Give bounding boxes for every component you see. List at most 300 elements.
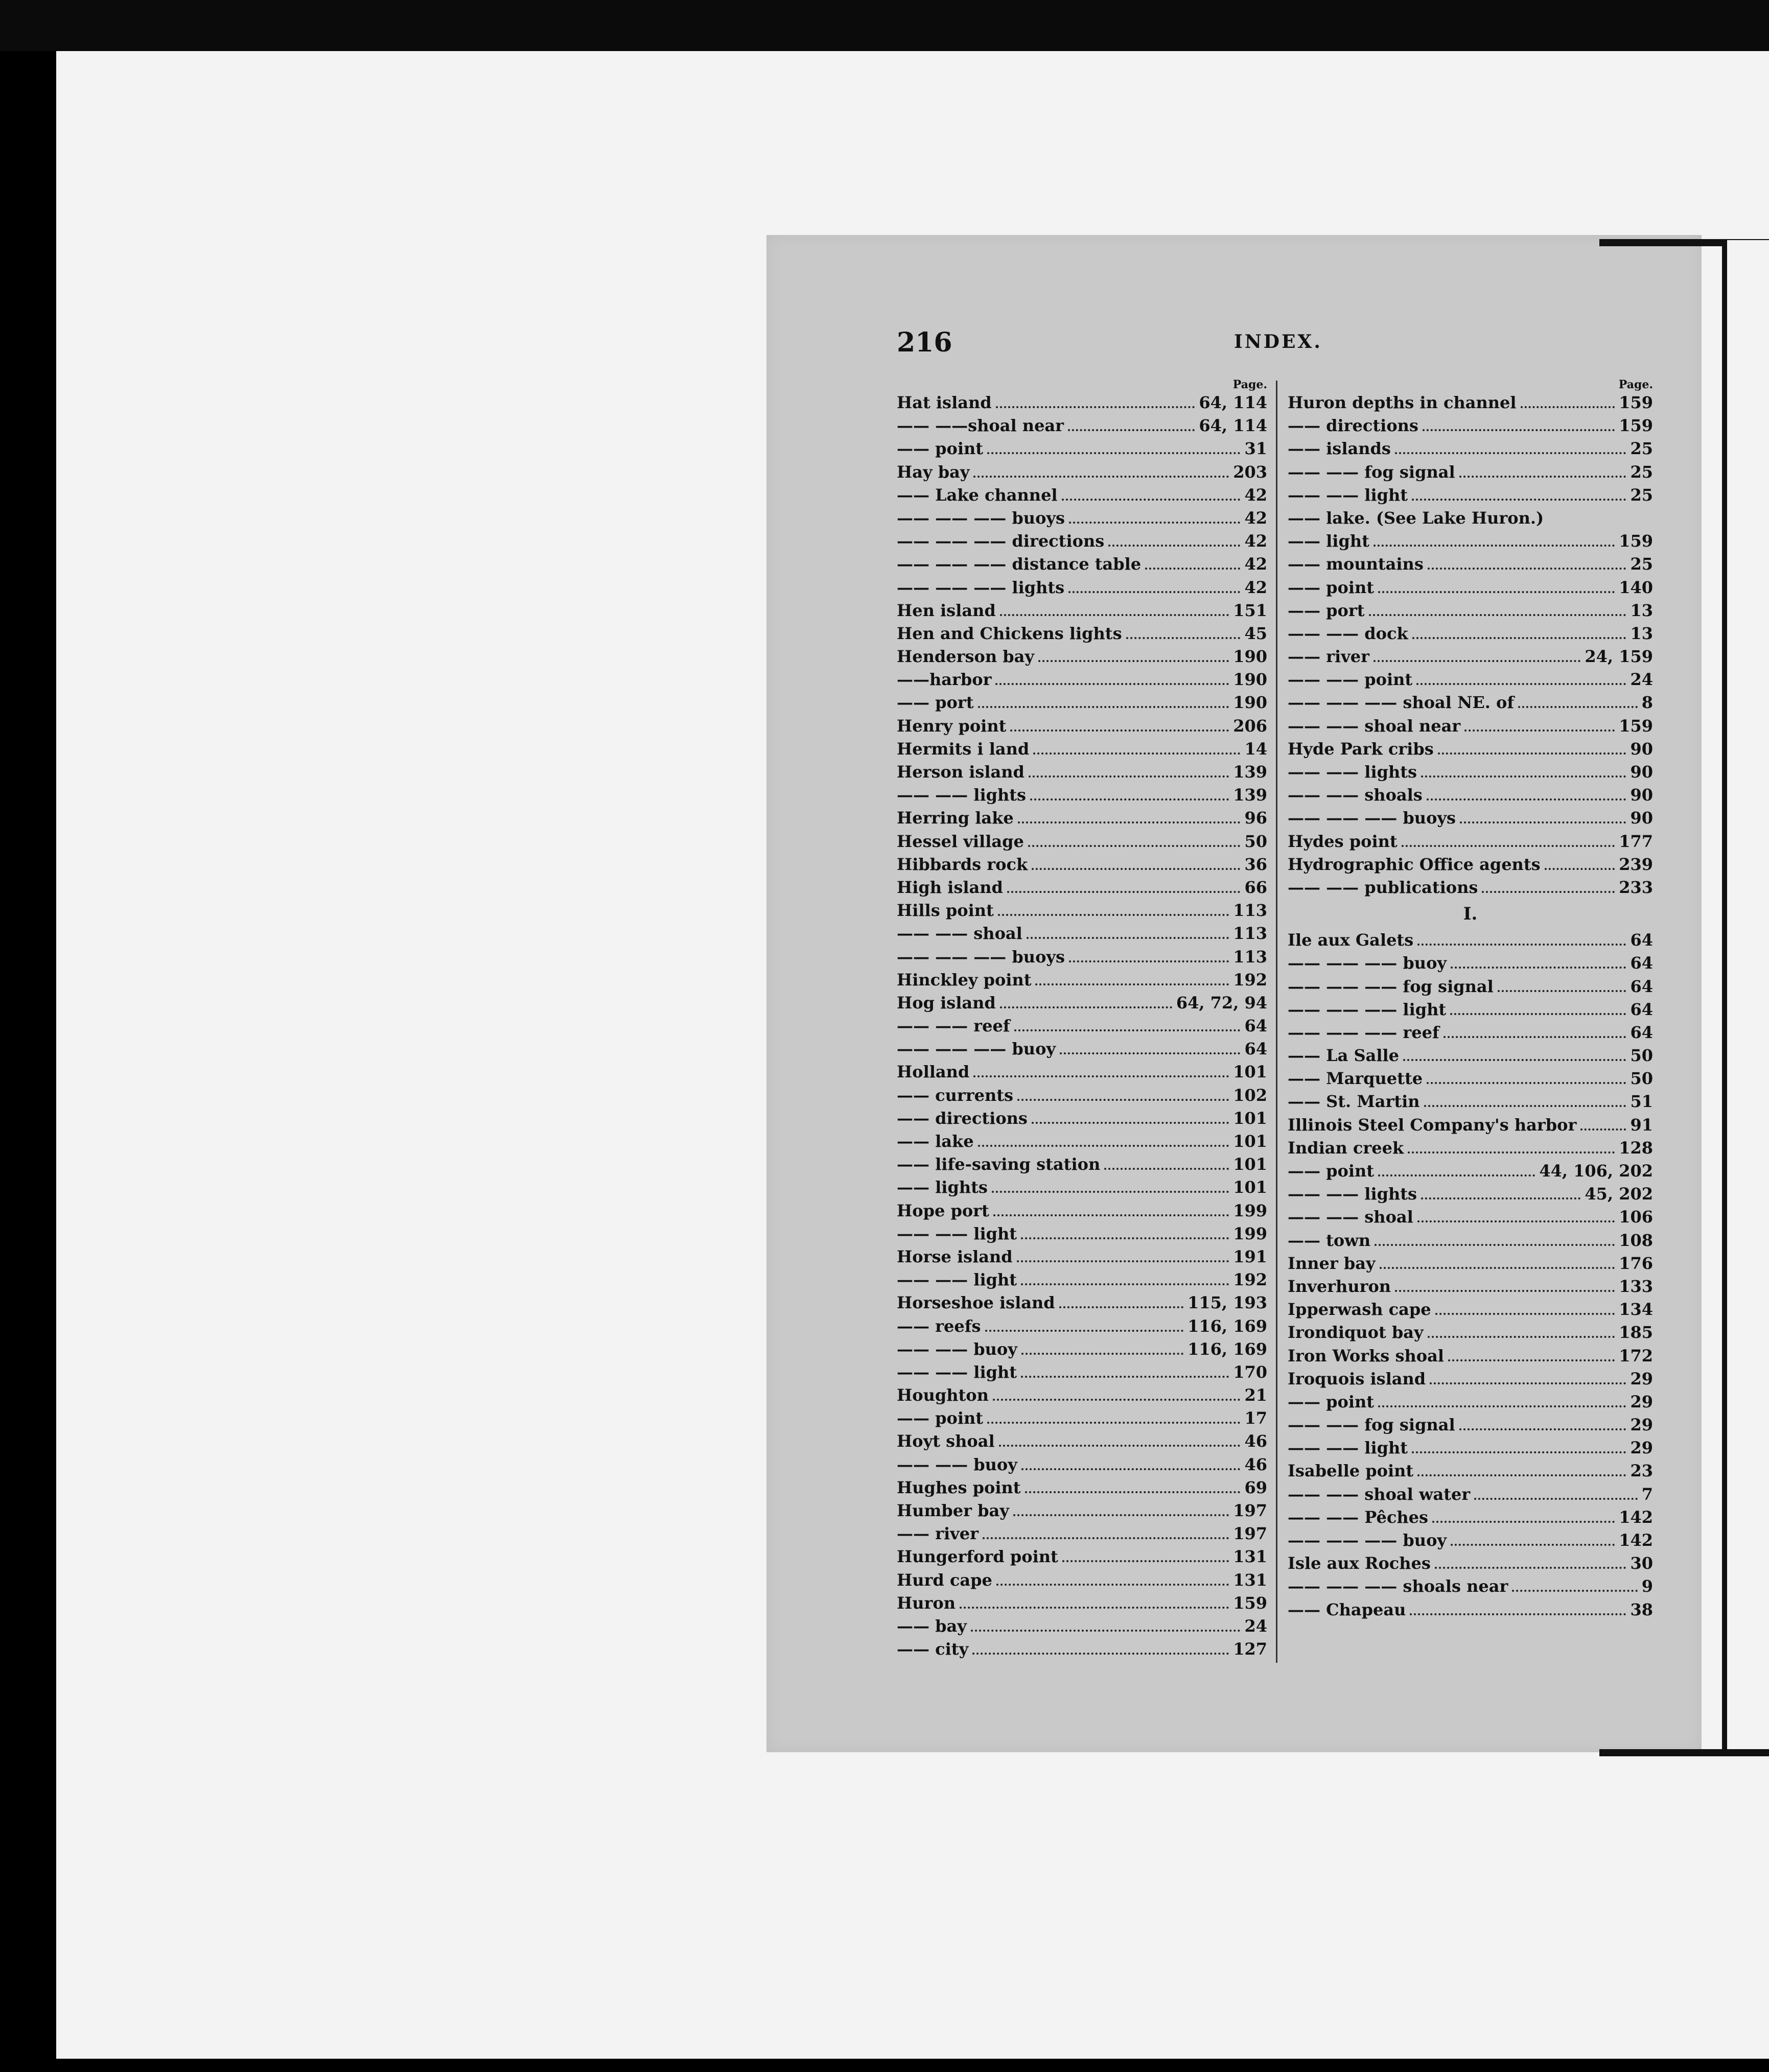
index-entry bbox=[897, 1199, 1267, 1222]
index-page-ref: 25 bbox=[1630, 554, 1653, 574]
index-page-ref: 64 bbox=[1244, 1039, 1267, 1059]
index-entry bbox=[1288, 1575, 1653, 1598]
index-entry bbox=[1288, 1345, 1653, 1368]
index-term: —— directions bbox=[897, 1108, 1028, 1128]
dot-leader bbox=[1378, 591, 1615, 593]
index-entry bbox=[897, 414, 1267, 437]
index-page-ref: 42 bbox=[1244, 485, 1267, 505]
index-page-ref: 108 bbox=[1619, 1230, 1653, 1250]
index-term: Humber bay bbox=[897, 1501, 1009, 1520]
index-term: —— currents bbox=[897, 1085, 1014, 1105]
index-page-ref: 139 bbox=[1233, 785, 1267, 805]
index-page-ref: 42 bbox=[1244, 508, 1267, 528]
index-page-ref: 45 bbox=[1244, 623, 1267, 643]
index-entry bbox=[1288, 1506, 1653, 1529]
dot-leader bbox=[1417, 1220, 1615, 1222]
index-entry bbox=[1288, 668, 1653, 691]
dot-leader bbox=[1459, 476, 1626, 478]
index-page-ref: 90 bbox=[1630, 739, 1653, 759]
index-entry bbox=[1288, 1090, 1653, 1113]
index-term: —— city bbox=[897, 1639, 969, 1659]
index-page-ref: 140 bbox=[1619, 577, 1653, 597]
index-entry bbox=[897, 1569, 1267, 1592]
index-page-ref: 50 bbox=[1630, 1069, 1653, 1089]
dot-leader bbox=[1060, 1052, 1240, 1054]
index-term: —— river bbox=[1288, 647, 1369, 667]
index-page-ref: 101 bbox=[1233, 1178, 1267, 1197]
dot-leader bbox=[1402, 845, 1615, 847]
index-page-ref: 106 bbox=[1619, 1207, 1653, 1227]
dot-leader bbox=[1430, 1382, 1626, 1384]
dot-leader bbox=[1378, 1174, 1535, 1176]
dot-leader bbox=[1421, 775, 1626, 778]
index-term: Illinois Steel Company's harbor bbox=[1288, 1115, 1577, 1135]
index-term: —— —— —— buoy bbox=[1288, 1531, 1447, 1550]
index-entry bbox=[1288, 691, 1653, 714]
index-term: Hills point bbox=[897, 901, 994, 921]
index-term: —— —— shoal bbox=[1288, 1207, 1413, 1227]
index-entry bbox=[897, 1499, 1267, 1522]
index-term: —— Marquette bbox=[1288, 1069, 1423, 1089]
index-term: High island bbox=[897, 877, 1003, 897]
index-term: —— islands bbox=[1288, 439, 1391, 459]
index-term: —— —— fog signal bbox=[1288, 462, 1455, 482]
index-entry bbox=[897, 830, 1267, 853]
facing-page-edge bbox=[1722, 240, 1769, 1752]
dot-leader bbox=[1432, 1521, 1615, 1523]
index-page-ref: 142 bbox=[1619, 1531, 1653, 1550]
index-entry bbox=[897, 1268, 1267, 1291]
index-term: —— —— publications bbox=[1288, 877, 1478, 897]
index-term: Isle aux Roches bbox=[1288, 1553, 1431, 1573]
index-entry bbox=[1288, 1368, 1653, 1391]
index-page-ref: 23 bbox=[1630, 1461, 1653, 1481]
dot-leader bbox=[995, 683, 1229, 685]
dot-leader bbox=[1435, 1567, 1626, 1569]
dot-leader bbox=[1000, 1006, 1172, 1008]
dot-leader bbox=[987, 452, 1240, 454]
index-entry bbox=[1288, 876, 1653, 899]
dot-leader bbox=[1427, 1082, 1626, 1084]
index-entry bbox=[1288, 1391, 1653, 1414]
index-page-ref: 64 bbox=[1630, 953, 1653, 973]
index-page-ref: 50 bbox=[1244, 831, 1267, 851]
dot-leader bbox=[1474, 1498, 1638, 1500]
index-entry bbox=[1288, 1437, 1653, 1459]
index-page-ref: 185 bbox=[1619, 1323, 1653, 1343]
dot-leader bbox=[1423, 429, 1615, 431]
index-list-right-h bbox=[1288, 391, 1653, 899]
dot-leader bbox=[1380, 1267, 1615, 1269]
dot-leader bbox=[1448, 1359, 1615, 1361]
index-term: Hen and Chickens lights bbox=[897, 623, 1122, 643]
index-entry bbox=[897, 922, 1267, 945]
dot-leader bbox=[1444, 1036, 1626, 1038]
index-page-ref: 102 bbox=[1233, 1085, 1267, 1105]
dot-leader bbox=[1412, 1451, 1626, 1453]
index-page-ref: 90 bbox=[1630, 785, 1653, 805]
dot-leader bbox=[1010, 729, 1229, 732]
index-page-ref: 64, 114 bbox=[1199, 416, 1267, 436]
index-page-ref: 46 bbox=[1244, 1431, 1267, 1451]
index-page-ref: 159 bbox=[1619, 716, 1653, 736]
section-letter: I. bbox=[1463, 904, 1478, 925]
dot-leader bbox=[1021, 1376, 1229, 1378]
index-entry bbox=[897, 1638, 1267, 1661]
index-term: —— —— light bbox=[897, 1362, 1017, 1382]
page-column-label: Page. bbox=[1232, 378, 1267, 391]
dot-leader bbox=[978, 706, 1229, 708]
index-term: Hurd cape bbox=[897, 1570, 992, 1590]
dot-leader bbox=[1482, 891, 1615, 893]
index-term: —— reefs bbox=[897, 1316, 981, 1336]
index-page-ref: 113 bbox=[1233, 924, 1267, 944]
index-entry bbox=[897, 1176, 1267, 1199]
index-page-ref: 25 bbox=[1630, 485, 1653, 505]
index-entry bbox=[1288, 1459, 1653, 1482]
dot-leader bbox=[972, 1653, 1229, 1655]
index-term: —— —— lights bbox=[897, 785, 1027, 805]
dot-leader bbox=[1512, 1590, 1637, 1592]
index-term: —— town bbox=[1288, 1230, 1371, 1250]
index-term: —— —— —— shoal NE. of bbox=[1288, 693, 1515, 713]
dot-leader bbox=[1450, 1013, 1626, 1015]
index-entry bbox=[897, 437, 1267, 460]
dot-leader bbox=[1451, 967, 1626, 969]
index-page-ref: 139 bbox=[1233, 762, 1267, 782]
dot-leader bbox=[1518, 706, 1638, 708]
index-entry bbox=[1288, 1067, 1653, 1090]
index-page-ref: 113 bbox=[1233, 901, 1267, 921]
index-entry bbox=[1288, 853, 1653, 876]
index-term: —— —— reef bbox=[897, 1016, 1010, 1036]
dot-leader bbox=[1521, 406, 1615, 408]
index-entry bbox=[1288, 507, 1653, 530]
index-entry bbox=[1288, 1298, 1653, 1321]
index-entry bbox=[897, 691, 1267, 714]
index-term: —— —— light bbox=[1288, 1438, 1408, 1458]
index-term: Hoyt shoal bbox=[897, 1431, 995, 1451]
index-term: Herring lake bbox=[897, 808, 1014, 828]
index-entry bbox=[1288, 1114, 1653, 1137]
index-entry bbox=[897, 784, 1267, 807]
index-entry bbox=[897, 1222, 1267, 1245]
dot-leader bbox=[1428, 568, 1626, 570]
index-entry bbox=[897, 1038, 1267, 1061]
dot-leader bbox=[1000, 614, 1229, 616]
index-term: —— port bbox=[1288, 600, 1365, 620]
index-term: Henderson bay bbox=[897, 647, 1034, 667]
dot-leader bbox=[1410, 1613, 1626, 1615]
index-term: Inner bay bbox=[1288, 1253, 1376, 1273]
index-page-ref: 31 bbox=[1244, 439, 1267, 459]
index-term: —— —— point bbox=[1288, 670, 1413, 690]
index-page-ref: 64, 72, 94 bbox=[1176, 993, 1267, 1013]
index-entry bbox=[897, 969, 1267, 992]
index-term: —— lake. (See Lake Huron.) bbox=[1288, 508, 1544, 528]
index-entry bbox=[1288, 414, 1653, 437]
dot-leader bbox=[960, 1607, 1229, 1609]
index-entry bbox=[1288, 645, 1653, 668]
index-entry bbox=[897, 1384, 1267, 1407]
page-number: 216 bbox=[897, 327, 952, 358]
index-term: —— point bbox=[897, 439, 984, 459]
index-entry bbox=[1288, 622, 1653, 645]
index-page-ref: 177 bbox=[1619, 831, 1653, 851]
index-page-ref: 29 bbox=[1630, 1438, 1653, 1458]
index-page-ref: 64 bbox=[1244, 1016, 1267, 1036]
index-page-ref: 176 bbox=[1619, 1253, 1653, 1273]
index-entry bbox=[897, 715, 1267, 738]
dot-leader bbox=[1032, 1122, 1229, 1124]
index-page-ref: 17 bbox=[1244, 1408, 1267, 1428]
dot-leader bbox=[1375, 1244, 1615, 1246]
index-entry bbox=[897, 530, 1267, 553]
index-page-ref: 199 bbox=[1233, 1223, 1267, 1243]
dot-leader bbox=[1378, 1405, 1626, 1407]
dot-leader bbox=[1464, 729, 1615, 732]
index-page-ref: 29 bbox=[1630, 1369, 1653, 1388]
index-entry bbox=[1288, 1252, 1653, 1275]
index-term: Isabelle point bbox=[1288, 1461, 1414, 1481]
index-entry bbox=[897, 1107, 1267, 1130]
dot-leader bbox=[1033, 752, 1240, 755]
index-entry bbox=[897, 807, 1267, 830]
dot-leader bbox=[1369, 614, 1626, 616]
index-term: —— —— shoal bbox=[897, 924, 1022, 944]
dot-leader bbox=[1013, 1514, 1229, 1516]
index-term: —— —— —— buoys bbox=[897, 508, 1065, 528]
index-term: —— mountains bbox=[1288, 554, 1424, 574]
dot-leader bbox=[983, 1537, 1229, 1539]
index-entry bbox=[897, 461, 1267, 484]
index-term: —— Lake channel bbox=[897, 485, 1058, 505]
index-entry bbox=[1288, 391, 1653, 414]
index-page-ref: 42 bbox=[1244, 554, 1267, 574]
index-page-ref: 239 bbox=[1619, 854, 1653, 874]
index-entry bbox=[897, 992, 1267, 1015]
index-term: —— —— —— shoals near bbox=[1288, 1576, 1508, 1596]
index-term: Inverhuron bbox=[1288, 1276, 1391, 1296]
index-term: —— —— —— buoy bbox=[1288, 953, 1447, 973]
index-page-ref: 142 bbox=[1619, 1507, 1653, 1527]
index-term: —— —— —— reef bbox=[1288, 1022, 1439, 1042]
index-page-ref: 13 bbox=[1630, 623, 1653, 643]
index-term: ——harbor bbox=[897, 670, 992, 690]
index-term: Iroquois island bbox=[1288, 1369, 1426, 1388]
index-entry bbox=[1288, 1137, 1653, 1160]
index-page-ref: 116, 169 bbox=[1188, 1339, 1267, 1359]
index-entry bbox=[1288, 1229, 1653, 1252]
index-page-ref: 128 bbox=[1619, 1138, 1653, 1158]
index-entry bbox=[897, 1245, 1267, 1268]
page-column-label: Page. bbox=[1618, 378, 1653, 391]
index-entry bbox=[1288, 998, 1653, 1021]
dot-leader bbox=[1021, 1468, 1241, 1470]
index-term: Hyde Park cribs bbox=[1288, 739, 1434, 759]
index-term: Ile aux Galets bbox=[1288, 930, 1414, 950]
index-page-ref: 42 bbox=[1244, 577, 1267, 597]
index-entry bbox=[1288, 484, 1653, 507]
dot-leader bbox=[1416, 683, 1626, 685]
dot-leader bbox=[1007, 891, 1241, 893]
index-term: —— —— buoy bbox=[897, 1339, 1017, 1359]
index-term: —— point bbox=[1288, 577, 1375, 597]
dot-leader bbox=[1374, 545, 1615, 547]
index-entry bbox=[897, 484, 1267, 507]
dot-leader bbox=[1403, 1059, 1626, 1061]
dot-leader bbox=[985, 1330, 1184, 1332]
index-term: Hay bay bbox=[897, 462, 970, 482]
index-page-ref: 38 bbox=[1630, 1599, 1653, 1619]
index-term: —— —— dock bbox=[1288, 623, 1408, 643]
index-page-ref: 127 bbox=[1233, 1639, 1267, 1659]
index-term: Iron Works shoal bbox=[1288, 1346, 1444, 1365]
index-page-ref: 206 bbox=[1233, 716, 1267, 736]
index-term: —— —— lights bbox=[1288, 1184, 1417, 1204]
index-term: —— lights bbox=[897, 1178, 988, 1197]
index-term: —— —— —— directions bbox=[897, 531, 1105, 551]
index-entry bbox=[897, 1430, 1267, 1453]
index-page-ref: 192 bbox=[1233, 1270, 1267, 1290]
index-page-ref: 50 bbox=[1630, 1046, 1653, 1066]
index-term: —— —— light bbox=[897, 1270, 1017, 1290]
index-entry bbox=[1288, 975, 1653, 998]
index-entry bbox=[1288, 1044, 1653, 1067]
dot-leader bbox=[1029, 775, 1229, 778]
index-term: —— directions bbox=[1288, 416, 1418, 436]
index-page-ref: 25 bbox=[1630, 462, 1653, 482]
index-term: —— —— shoals bbox=[1288, 785, 1423, 805]
dot-leader bbox=[1395, 1290, 1615, 1292]
index-term: Hen island bbox=[897, 600, 996, 620]
index-term: —— point bbox=[1288, 1392, 1375, 1411]
index-term: Hinckley point bbox=[897, 970, 1032, 990]
index-entry bbox=[897, 1338, 1267, 1361]
index-entry bbox=[897, 946, 1267, 969]
index-page-ref: 8 bbox=[1641, 693, 1653, 713]
index-page-ref: 134 bbox=[1619, 1300, 1653, 1320]
index-page-ref: 24, 159 bbox=[1585, 647, 1653, 667]
index-entry bbox=[897, 899, 1267, 922]
index-page-ref: 14 bbox=[1244, 739, 1267, 759]
dot-leader bbox=[1428, 1336, 1615, 1338]
index-term: —— —— —— distance table bbox=[897, 554, 1142, 574]
dot-leader bbox=[996, 1584, 1229, 1586]
index-term: —— lake bbox=[897, 1132, 974, 1151]
index-entry bbox=[1288, 1483, 1653, 1506]
index-page-ref: 203 bbox=[1233, 462, 1267, 482]
dot-leader bbox=[1069, 522, 1240, 524]
index-entry bbox=[897, 876, 1267, 899]
index-page-ref: 101 bbox=[1233, 1062, 1267, 1082]
index-term: —— —— light bbox=[1288, 485, 1408, 505]
dot-leader bbox=[973, 1075, 1229, 1077]
index-entry bbox=[897, 1361, 1267, 1384]
index-entry bbox=[1288, 738, 1653, 761]
index-page-ref: 131 bbox=[1233, 1547, 1267, 1567]
index-term: Hat island bbox=[897, 393, 992, 412]
index-page-ref: 69 bbox=[1244, 1477, 1267, 1497]
dot-leader bbox=[1451, 1544, 1615, 1546]
index-term: —— life-saving station bbox=[897, 1155, 1101, 1174]
index-page-ref: 190 bbox=[1233, 647, 1267, 667]
index-term: Huron bbox=[897, 1593, 956, 1613]
dot-leader bbox=[1145, 568, 1240, 570]
index-term: —— river bbox=[897, 1524, 979, 1544]
index-entry bbox=[1288, 1414, 1653, 1437]
index-term: —— light bbox=[1288, 531, 1369, 551]
dot-leader bbox=[1017, 1099, 1229, 1101]
index-entry bbox=[1288, 952, 1653, 975]
page-title: INDEX. bbox=[1234, 331, 1322, 352]
index-entry bbox=[897, 1615, 1267, 1638]
facing-page-bottom-rule bbox=[1599, 1749, 1769, 1756]
index-page-ref: 172 bbox=[1619, 1346, 1653, 1365]
index-term: —— —— —— fog signal bbox=[1288, 976, 1494, 996]
index-term: —— —— fog signal bbox=[1288, 1415, 1455, 1435]
index-page-ref: 115, 193 bbox=[1188, 1293, 1267, 1313]
dot-leader bbox=[1068, 429, 1195, 431]
dot-leader bbox=[1108, 545, 1240, 547]
index-entry bbox=[1288, 1321, 1653, 1344]
dot-leader bbox=[1017, 1260, 1229, 1262]
index-page-ref: 46 bbox=[1244, 1454, 1267, 1474]
index-entry bbox=[1288, 1275, 1653, 1298]
index-page-ref: 9 bbox=[1641, 1576, 1653, 1596]
index-term: —— —— shoal water bbox=[1288, 1484, 1471, 1504]
index-entry bbox=[1288, 1552, 1653, 1575]
index-entry bbox=[897, 1522, 1267, 1545]
index-entry bbox=[897, 1453, 1267, 1476]
index-term: Houghton bbox=[897, 1385, 989, 1405]
index-page-ref: 44, 106, 202 bbox=[1539, 1161, 1653, 1181]
index-page-ref: 29 bbox=[1630, 1392, 1653, 1411]
index-term: —— —— —— buoys bbox=[1288, 808, 1456, 828]
index-entry bbox=[897, 1315, 1267, 1338]
index-page-ref: 91 bbox=[1630, 1115, 1653, 1135]
dot-leader bbox=[1417, 1474, 1626, 1476]
index-page-ref: 197 bbox=[1233, 1524, 1267, 1544]
dot-leader bbox=[1545, 868, 1615, 870]
index-term: Hog island bbox=[897, 993, 996, 1013]
index-term: Herson island bbox=[897, 762, 1025, 782]
dot-leader bbox=[998, 914, 1229, 916]
index-page-ref: 151 bbox=[1233, 600, 1267, 620]
index-term: —— ——shoal near bbox=[897, 416, 1064, 436]
index-page-ref: 192 bbox=[1233, 970, 1267, 990]
dot-leader bbox=[1021, 1283, 1229, 1285]
index-page-ref: 64 bbox=[1630, 999, 1653, 1019]
dot-leader bbox=[1421, 1197, 1580, 1199]
dot-leader bbox=[1027, 937, 1229, 939]
dot-leader bbox=[999, 1445, 1241, 1447]
index-term: —— Chapeau bbox=[1288, 1599, 1406, 1619]
index-page-ref: 116, 169 bbox=[1188, 1316, 1267, 1336]
index-entry bbox=[897, 1061, 1267, 1084]
index-page-ref: 131 bbox=[1233, 1570, 1267, 1590]
index-page-ref: 197 bbox=[1233, 1501, 1267, 1520]
index-entry bbox=[1288, 599, 1653, 622]
index-page-ref: 101 bbox=[1233, 1155, 1267, 1174]
dot-leader bbox=[1374, 660, 1580, 662]
index-entry bbox=[1288, 784, 1653, 807]
index-entry bbox=[1288, 807, 1653, 830]
index-page-ref: 64, 114 bbox=[1199, 393, 1267, 412]
index-column-right bbox=[1288, 378, 1653, 1621]
index-entry bbox=[897, 507, 1267, 530]
index-page-ref: 45, 202 bbox=[1585, 1184, 1653, 1204]
